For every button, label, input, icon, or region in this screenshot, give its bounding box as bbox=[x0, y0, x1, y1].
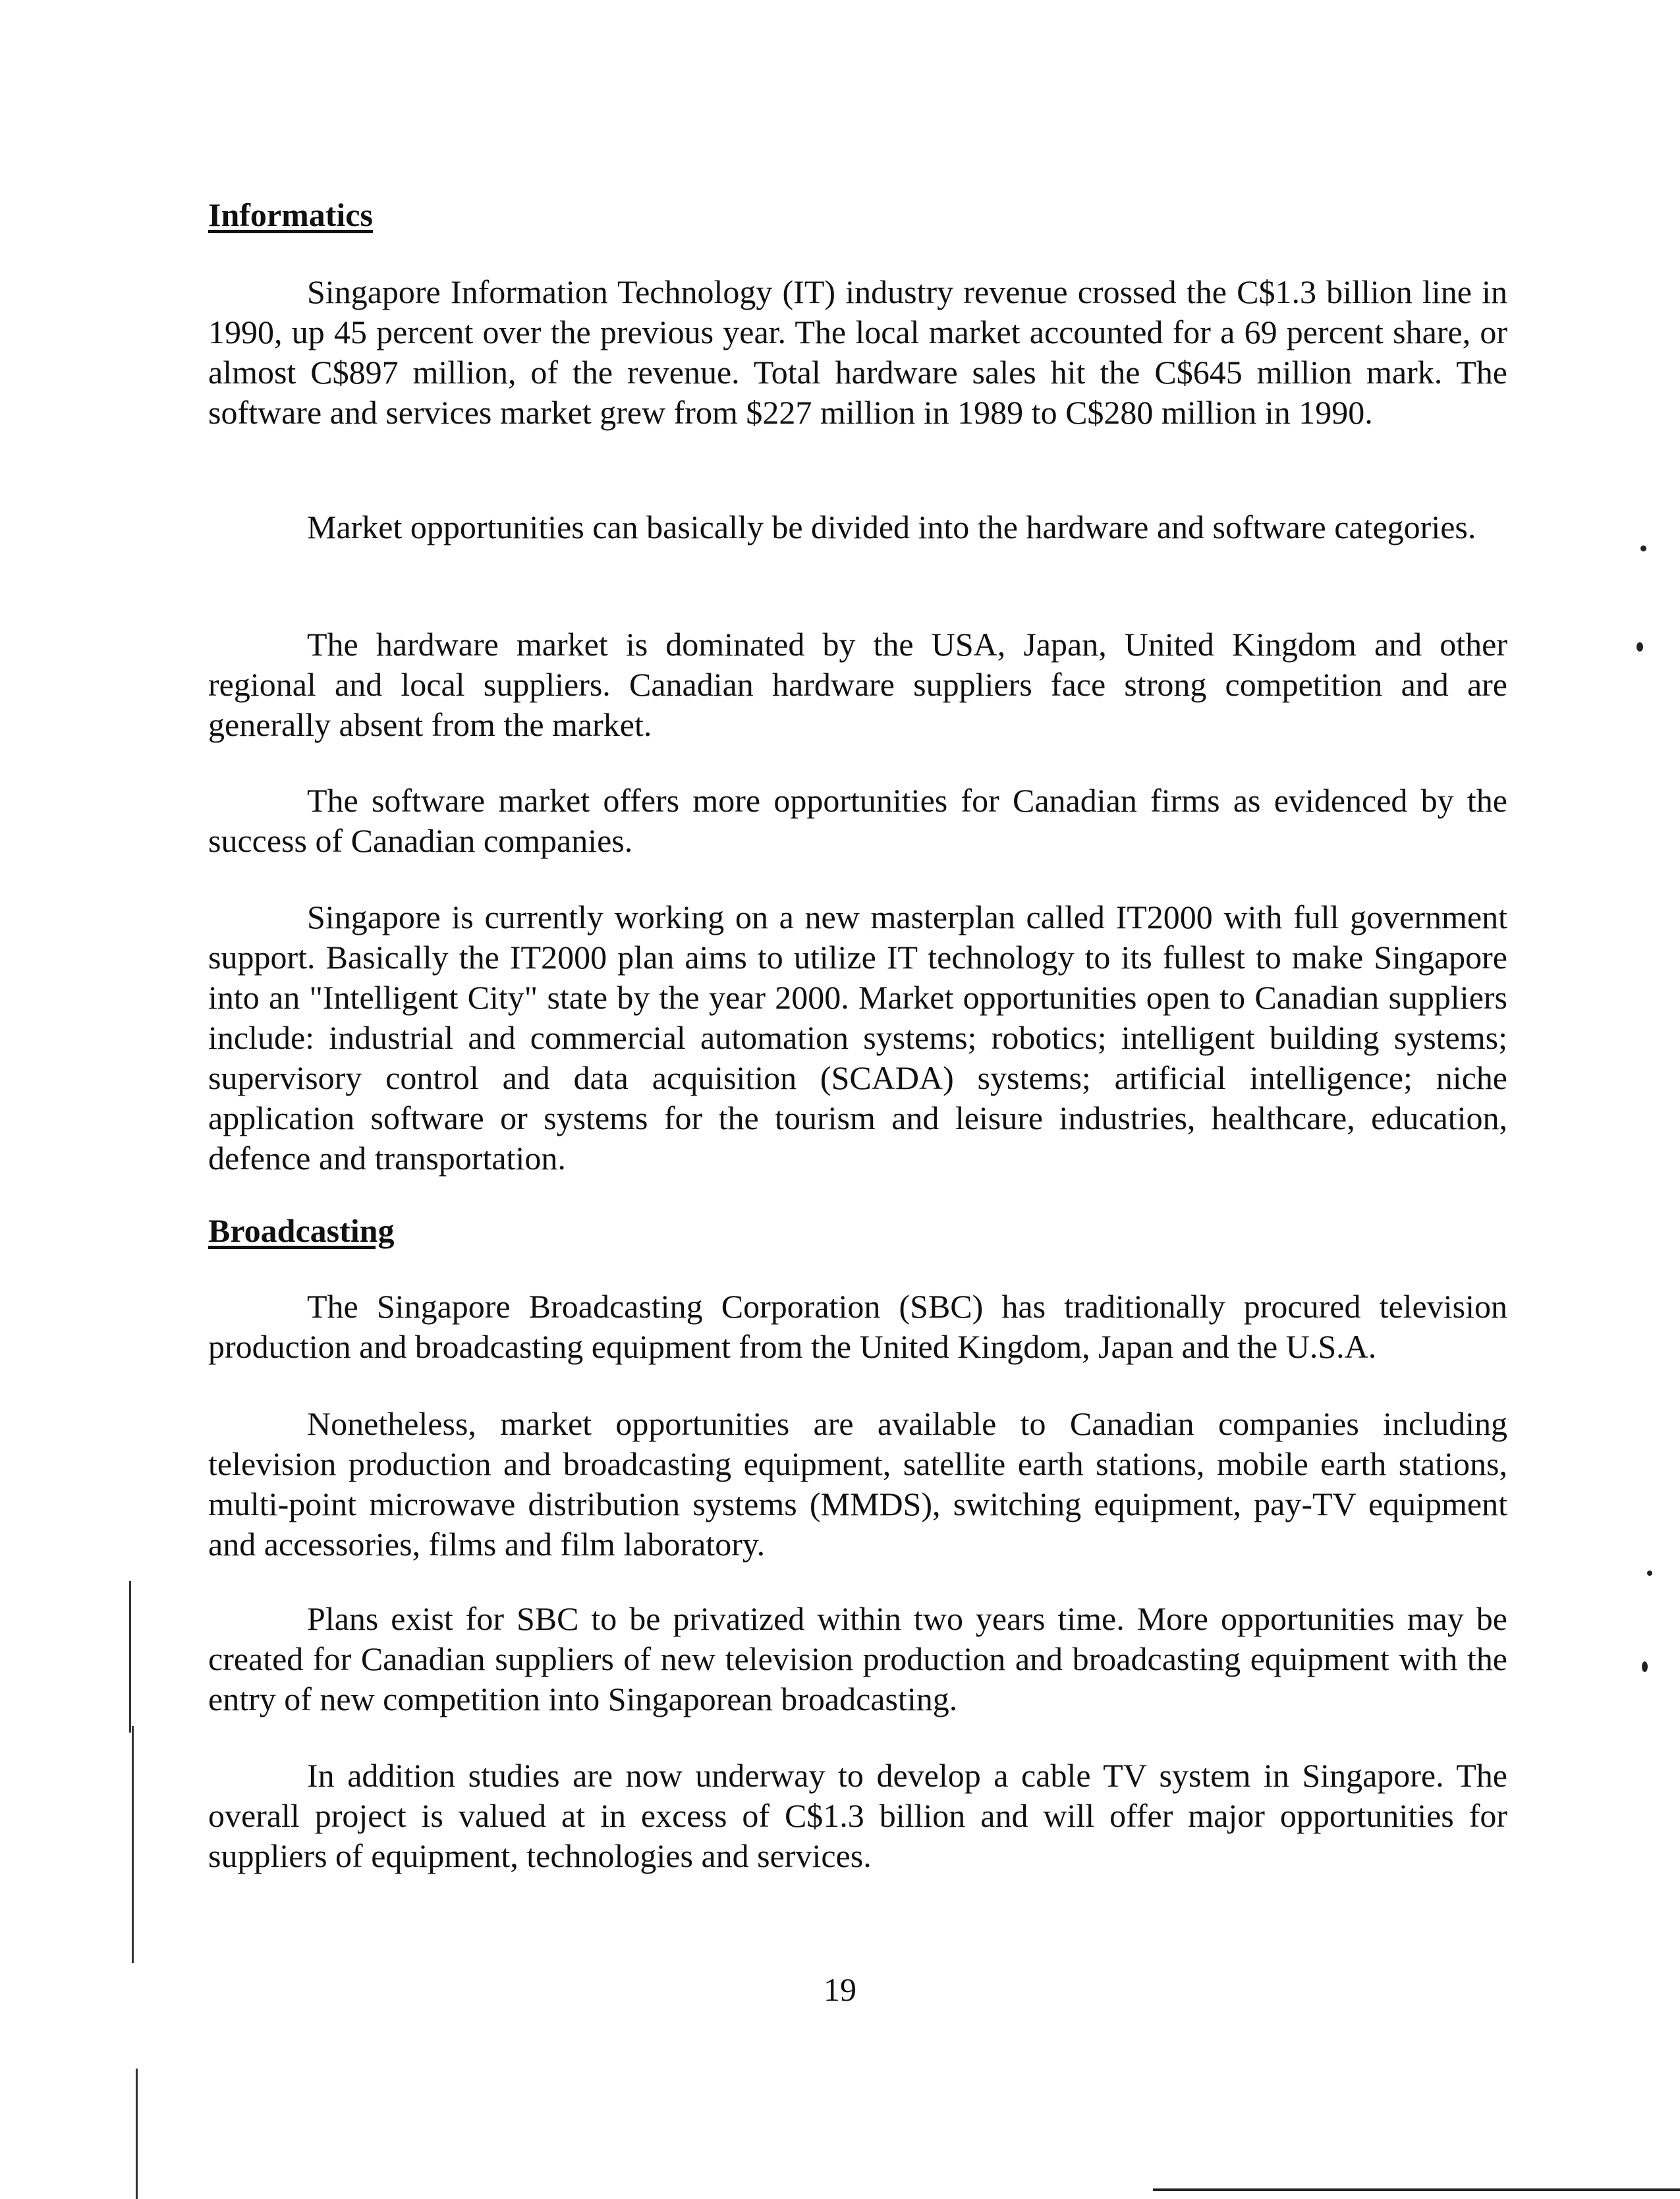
scan-speck bbox=[1637, 642, 1643, 652]
paragraph-it2000 bbox=[208, 897, 1507, 1179]
paragraph-text: Plans exist for SBC to be privatized within two years time. More opportunities may be created for Canadian suppliers of new television production and broadcasting equipment with the entry of new competition into Singaporean broadcasting. bbox=[208, 1600, 1507, 1717]
scan-speck bbox=[1640, 545, 1646, 551]
paragraph-market-opportunities bbox=[208, 507, 1507, 547]
paragraph-text: Nonetheless, market opportunities are available to Canadian companies including television production and broadcasting equipment, satellite earth stations, mobile earth stations, multi-point microwave distribution systems (MMDS), switching equipment, pay-TV equipment and accessories, films and film laboratory. bbox=[208, 1405, 1507, 1563]
paragraph-software-market bbox=[208, 781, 1507, 861]
scan-bottom-rule bbox=[1153, 2188, 1680, 2191]
scan-margin-line bbox=[132, 1726, 134, 1963]
scan-speck bbox=[1647, 1571, 1652, 1576]
paragraph-hardware-market bbox=[208, 625, 1507, 745]
scan-margin-line bbox=[129, 1581, 131, 1733]
paragraph-text: The Singapore Broadcasting Corporation (SBC) has traditionally procured television production and broadcasting equipment from the United Kingdom, Japan and the U.S.A. bbox=[208, 1288, 1507, 1365]
paragraph-text: In addition studies are now underway to develop a cable TV system in Singapore. The overall project is valued at in excess of C$1.3 billion and will offer major opportunities for suppliers of equipment, technologies and services. bbox=[208, 1757, 1507, 1874]
paragraph-text: Singapore Information Technology (IT) industry revenue crossed the C$1.3 billion line in 1990, up 45 percent over the previous year. The local market accounted for a 69 percent share, or almost C$897 million, of the revenue. Total hardware sales hit the C$645 million mark. The software and services market grew from $227 million in 1989 to C$280 million in 1990. bbox=[208, 273, 1507, 431]
paragraph-cable-tv bbox=[208, 1756, 1507, 1876]
scan-speck bbox=[1642, 1661, 1648, 1672]
scan-margin-line bbox=[136, 2069, 138, 2199]
page-number: 19 bbox=[824, 1971, 856, 2008]
section-heading-informatics: Informatics bbox=[208, 196, 373, 233]
paragraph-it-revenue bbox=[208, 272, 1507, 433]
paragraph-text: Singapore is currently working on a new masterplan called IT2000 with full government support. Basically the IT2000 plan aims to utilize IT technology to its fullest to make Singapore into an "Intelligent City" state by the year 2000. Market opportunities open to Canadian suppliers include: industrial and commercial automation systems; robotics; intelligent building systems; supervisory control and data acquisition (SCADA) systems; artificial intelligence; niche application software or systems for the tourism and leisure industries, healthcare, education, defence and transportation. bbox=[208, 899, 1507, 1177]
paragraph-sbc-privatization bbox=[208, 1599, 1507, 1719]
section-heading-broadcasting: Broadcasting bbox=[208, 1212, 395, 1249]
paragraph-text: The hardware market is dominated by the USA, Japan, United Kingdom and other regional and local suppliers. Canadian hardware suppliers face strong competition and are generally absent from the market. bbox=[208, 626, 1507, 743]
paragraph-text: The software market offers more opportunities for Canadian firms as evidenced by the success of Canadian companies. bbox=[208, 782, 1507, 859]
paragraph-text: Market opportunities can basically be divided into the hardware and software categories. bbox=[307, 509, 1476, 545]
paragraph-broadcast-opportunities bbox=[208, 1404, 1507, 1565]
paragraph-sbc-procurement bbox=[208, 1287, 1507, 1367]
